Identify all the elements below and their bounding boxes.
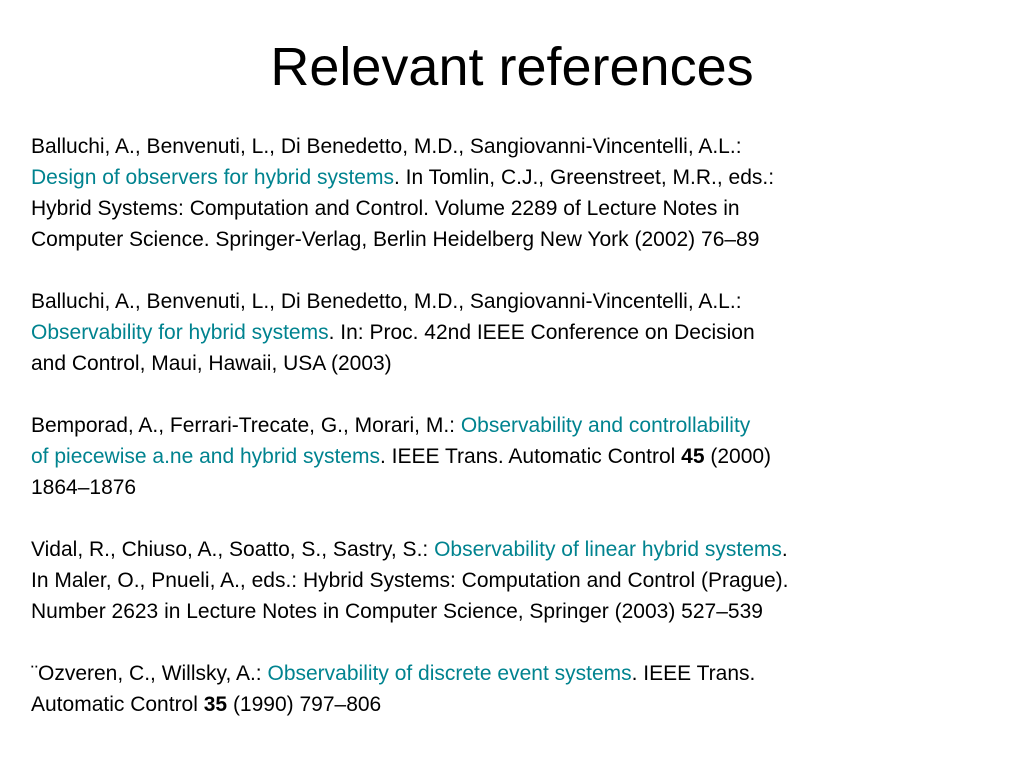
reference-title-link[interactable]: Observability for hybrid systems	[31, 321, 329, 344]
reference-text: Hybrid Systems: Computation and Control. Volume 2289 of Lecture Notes in	[31, 197, 740, 220]
reference-text: Balluchi, A., Benvenuti, L., Di Benedetto, M.D., Sangiovanni-Vincentelli, A.L.:	[31, 135, 742, 158]
reference-text: ¨Ozveren, C., Willsky, A.:	[31, 662, 268, 685]
reference-line	[31, 472, 1011, 503]
reference-line	[31, 317, 1011, 348]
reference-text: (2000)	[704, 445, 772, 468]
reference-text: Vidal, R., Chiuso, A., Soatto, S., Sastry, S.:	[31, 538, 435, 561]
reference-text: 1864–1876	[31, 476, 137, 499]
reference-text: . In Tomlin, C.J., Greenstreet, M.R., eds.:	[393, 166, 775, 189]
reference-title-link[interactable]: Observability of linear hybrid systems	[434, 538, 782, 561]
reference-line	[31, 286, 1011, 317]
reference-text: . In: Proc. 42nd IEEE Conference on Decision	[328, 321, 755, 344]
reference-title-link[interactable]: Observability and controllability	[460, 414, 751, 437]
reference-line	[31, 410, 1011, 441]
reference-item	[31, 658, 1011, 720]
reference-text: Computer Science. Springer-Verlag, Berlin Heidelberg New York (2002) 76–89	[31, 228, 760, 251]
reference-title-link[interactable]: Observability of discrete event systems	[267, 662, 632, 685]
reference-line	[31, 689, 1011, 720]
reference-text: Number 2623 in Lecture Notes in Computer Science, Springer (2003) 527–539	[31, 600, 763, 623]
reference-text: Automatic Control	[31, 693, 204, 716]
reference-text: and Control, Maui, Hawaii, USA (2003)	[31, 352, 392, 375]
reference-line	[31, 658, 1011, 689]
slide-title: Relevant references	[270, 37, 754, 97]
reference-item	[31, 286, 1011, 379]
reference-line	[31, 162, 1011, 193]
reference-line	[31, 534, 1011, 565]
reference-line	[31, 596, 1011, 627]
reference-line	[31, 193, 1011, 224]
reference-text: .	[781, 538, 788, 561]
reference-line	[31, 131, 1011, 162]
reference-line	[31, 348, 1011, 379]
reference-line	[31, 441, 1011, 472]
reference-line	[31, 224, 1011, 255]
volume-number: 35	[203, 693, 228, 716]
reference-title-link[interactable]: Design of observers for hybrid systems	[31, 166, 394, 189]
reference-item	[31, 410, 1011, 503]
reference-text: Bemporad, A., Ferrari-Trecate, G., Morari, M.:	[31, 414, 461, 437]
reference-text: . IEEE Trans.	[631, 662, 756, 685]
reference-text: Balluchi, A., Benvenuti, L., Di Benedetto, M.D., Sangiovanni-Vincentelli, A.L.:	[31, 290, 742, 313]
reference-item	[31, 131, 1011, 255]
reference-list	[31, 131, 1011, 751]
reference-title-link[interactable]: of piecewise a.ne and hybrid systems	[31, 445, 381, 468]
volume-number: 45	[681, 445, 705, 468]
reference-text: . IEEE Trans. Automatic Control	[380, 445, 682, 468]
reference-text: In Maler, O., Pnueli, A., eds.: Hybrid Systems: Computation and Control (Prague).	[31, 569, 789, 592]
reference-text: (1990) 797–806	[227, 693, 382, 716]
reference-item	[31, 534, 1011, 627]
reference-line	[31, 565, 1011, 596]
